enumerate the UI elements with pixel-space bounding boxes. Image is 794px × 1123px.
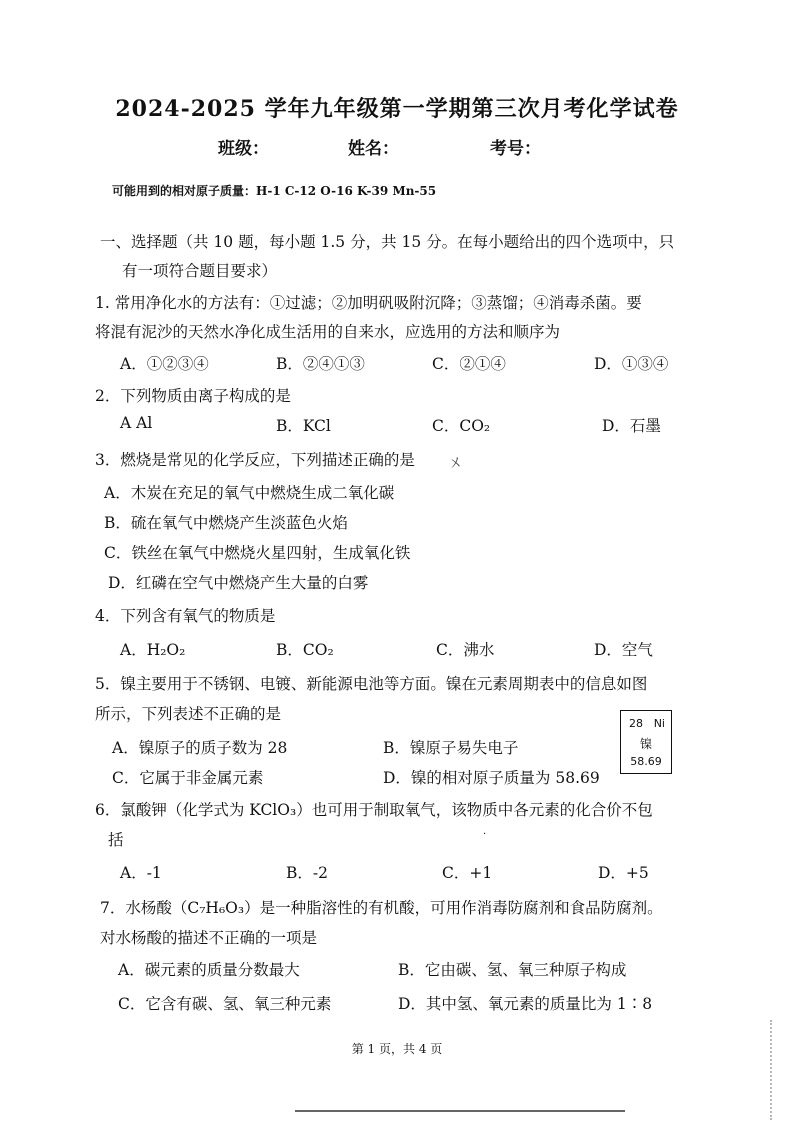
q3-stem: 3．燃烧是常见的化学反应，下列描述正确的是 bbox=[95, 451, 415, 469]
q2-option-a: A Al bbox=[120, 414, 153, 432]
q6-stem-line1: 6．氯酸钾（化学式为 KClO₃）也可用于制取氧气，该物质中各元素的化合价不包 bbox=[95, 801, 653, 819]
q7-option-a: A．碳元素的质量分数最大 bbox=[118, 961, 300, 979]
q6-option-b: B．-2 bbox=[286, 864, 328, 882]
q2-option-d: D．石墨 bbox=[602, 417, 661, 435]
bottom-rule bbox=[295, 1110, 625, 1112]
class-label: 班级： bbox=[218, 139, 269, 159]
q1-option-c: C．②①④ bbox=[432, 355, 506, 373]
page-footer: 第 1 页，共 4 页 bbox=[351, 1042, 443, 1056]
element-symbol: Ni bbox=[653, 717, 665, 730]
element-atomic-mass: 58.69 bbox=[630, 755, 662, 768]
q2-option-b: B．KCl bbox=[276, 417, 331, 435]
q6-option-c: C．+1 bbox=[442, 864, 493, 882]
q1-stem-line1: 1. 常用净化水的方法有：①过滤；②加明矾吸附沉降；③蒸馏；④消毒杀菌。要 bbox=[95, 294, 642, 312]
q5-option-b: B．镍原子易失电子 bbox=[383, 739, 519, 757]
q7-option-b: B．它由碳、氢、氧三种原子构成 bbox=[398, 961, 627, 979]
speck-mark: · bbox=[483, 829, 487, 840]
q7-option-d: D．其中氢、氧元素的质量比为 1∶8 bbox=[398, 995, 653, 1013]
scan-edge-artifact bbox=[770, 1020, 790, 1120]
name-label: 姓名： bbox=[348, 139, 399, 159]
q6-stem-line2: 括 bbox=[108, 831, 124, 849]
q1-option-a: A．①②③④ bbox=[120, 355, 209, 373]
q5-option-c: C．它属于非金属元素 bbox=[112, 769, 264, 787]
q1-option-d: D．①③④ bbox=[594, 355, 669, 373]
q3-option-c: C．铁丝在氧气中燃烧火星四射，生成氧化铁 bbox=[104, 544, 411, 562]
pen-mark: ㄨ bbox=[446, 451, 465, 473]
q3-option-a: A．木炭在充足的氧气中燃烧生成二氧化碳 bbox=[104, 484, 395, 502]
element-cell-nickel bbox=[620, 710, 672, 774]
exam-title: 2024-2025 学年九年级第一学期第三次月考化学试卷 bbox=[115, 96, 679, 122]
q5-stem-line2: 所示，下列表述不正确的是 bbox=[95, 705, 282, 723]
q5-stem-line1: 5．镍主要用于不锈钢、电镀、新能源电池等方面。镍在元素周期表中的信息如图 bbox=[95, 675, 648, 693]
q2-stem: 2．下列物质由离子构成的是 bbox=[95, 387, 291, 405]
q6-option-d: D．+5 bbox=[598, 864, 649, 882]
q6-option-a: A．-1 bbox=[120, 864, 162, 882]
q4-option-d: D．空气 bbox=[594, 641, 653, 659]
element-atomic-number: 28 bbox=[629, 717, 643, 730]
section-heading-line1: 一、选择题（共 10 题，每小题 1.5 分，共 15 分。在每小题给出的四个选项中，只 bbox=[100, 233, 675, 251]
q3-option-d: D．红磷在空气中燃烧产生大量的白雾 bbox=[108, 574, 369, 592]
q7-stem-line2: 对水杨酸的描述不正确的一项是 bbox=[100, 929, 318, 947]
q1-stem-line2: 将混有泥沙的天然水净化成生活用的自来水，应选用的方法和顺序为 bbox=[95, 323, 561, 341]
atomic-mass-note: 可能用到的相对原子质量：H-1 C-12 O-16 K-39 Mn-55 bbox=[112, 184, 437, 198]
exam-number-label: 考号： bbox=[490, 139, 541, 159]
q4-option-b: B．CO₂ bbox=[276, 641, 334, 659]
q4-option-a: A．H₂O₂ bbox=[120, 641, 186, 659]
q7-stem-line1: 7．水杨酸（C₇H₆O₃）是一种脂溶性的有机酸，可用作消毒防腐剂和食品防腐剂。 bbox=[100, 899, 663, 917]
q5-option-d: D．镍的相对原子质量为 58.69 bbox=[383, 769, 600, 787]
q7-option-c: C．它含有碳、氢、氧三种元素 bbox=[118, 995, 332, 1013]
section-heading-line2: 有一项符合题目要求） bbox=[122, 262, 278, 280]
q1-option-b: B．②④①③ bbox=[276, 355, 365, 373]
q4-option-c: C．沸水 bbox=[436, 641, 495, 659]
q3-option-b: B．硫在氧气中燃烧产生淡蓝色火焰 bbox=[104, 514, 348, 532]
q2-option-c: C．CO₂ bbox=[432, 417, 491, 435]
q5-option-a: A．镍原子的质子数为 28 bbox=[112, 739, 288, 757]
element-name: 镍 bbox=[639, 737, 652, 751]
q4-stem: 4．下列含有氧气的物质是 bbox=[95, 607, 276, 625]
